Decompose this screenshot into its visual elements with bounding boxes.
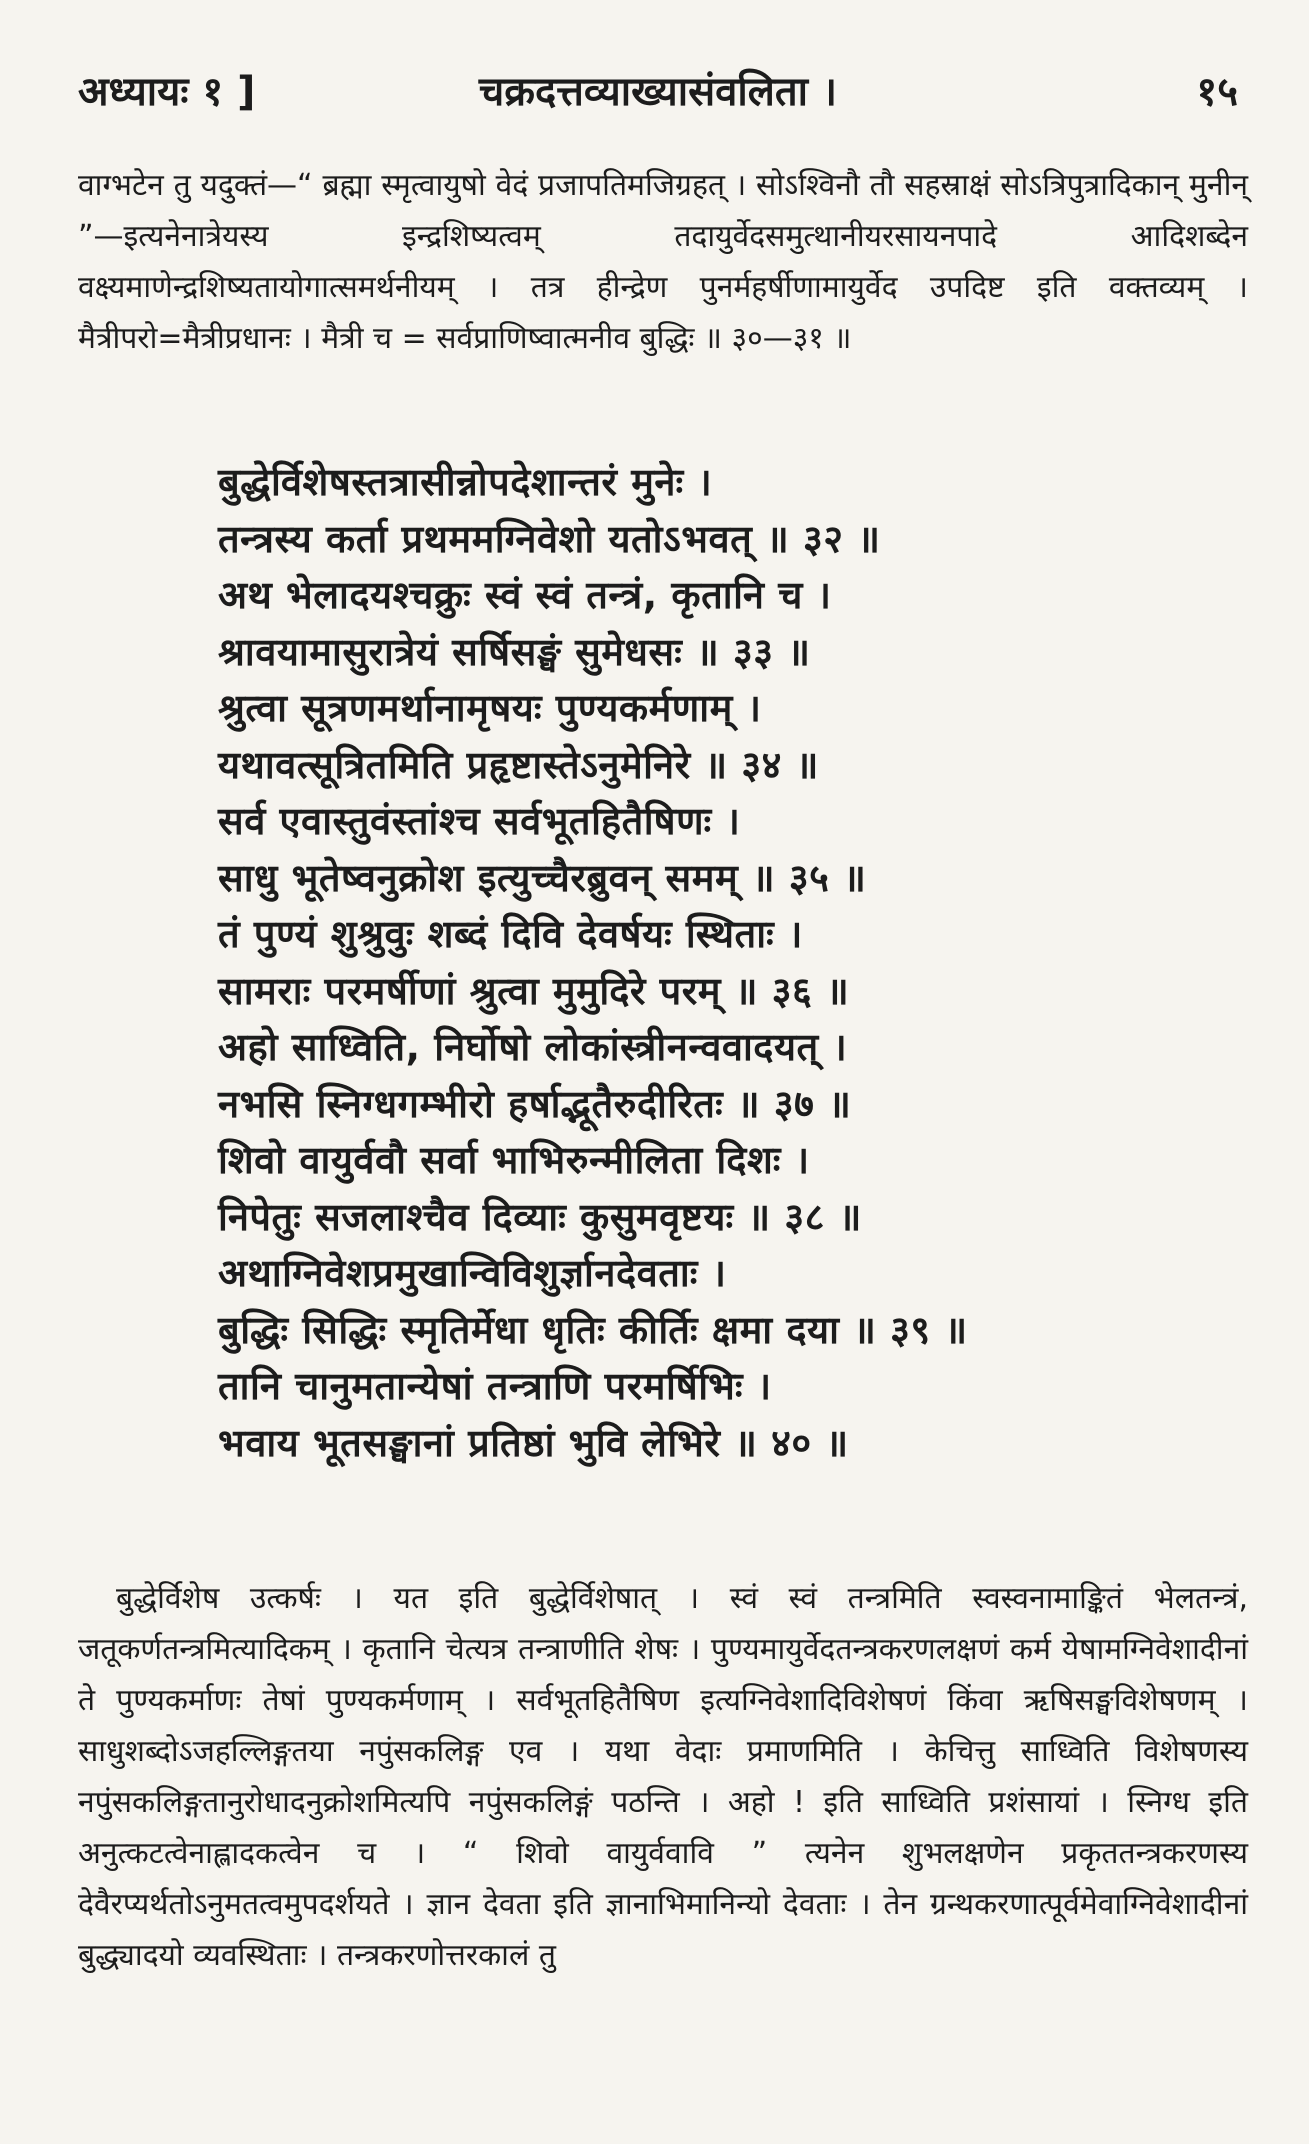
- verse-line: अथाग्निवेशप्रमुखान्विविशुर्ज्ञानदेवताः ।: [218, 1251, 727, 1295]
- verse-line: श्रावयामासुरात्रेयं सर्षिसङ्घं सुमेधसः ॥ ३३ ॥: [218, 629, 811, 674]
- verse-line: श्रुत्वा सूत्रणमर्थानामृषयः पुण्यकर्मणाम् ।: [218, 686, 762, 730]
- verse-line: बुद्धेर्विशेषस्तत्रासीन्नोपदेशान्तरं मुनेः ।: [218, 460, 713, 504]
- running-title: चक्रदत्तव्याख्यासंवलिता ।: [478, 69, 838, 115]
- page-number: १५: [1196, 69, 1238, 115]
- verse-line: सर्व एवास्तुवंस्तांश्च सर्वभूतहितैषिणः ।: [218, 799, 741, 843]
- verse-line: तं पुण्यं शुश्रुवुः शब्दं दिवि देवर्षयः स्थिताः ।: [218, 912, 803, 956]
- verse-block: [218, 454, 1258, 1471]
- commentary-bottom: बुद्धेर्विशेष उत्कर्षः । यत इति बुद्धेर्विशेषात् । स्वं स्वं तन्त्रमिति स्वस्वनामाङ्कितं भेलतन्त्रं, जतूकर्णतन्त्रमित्यादिकम् । कृतानि चेत्यत्र तन्त्राणीति शेषः । पुण्यमायुर्वेदतन्त्रकरणलक्षणं कर्म येषामग्निवेशादीनां ते पुण्यकर्माणः तेषां पुण्यकर्मणाम् । सर्वभूतहितैषिण इत्यग्निवेशादिविशेषणं किंवा ऋषिसङ्घविशेषणम् । साधुशब्दोऽजहल्लिङ्गतया नपुंसकलिङ्ग एव । यथा वेदाः प्रमाणमिति । केचित्तु साध्विति विशेषणस्य नपुंसकलिङ्गतानुरोधादनुक्रोशमित्यपि नपुंसकलिङ्गं पठन्ति । अहो ! इति साध्विति प्रशंसायां । स्निग्ध इति अनुत्कटत्वेनाह्लादकत्वेन च । “ शिवो वायुर्ववावि ” त्यनेन शुभलक्षणेन प्रकृततन्त्रकरणस्य देवैरप्यर्थतोऽनुमतत्वमुपदर्शयते । ज्ञान देवता इति ज्ञानाभिमानिन्यो देवताः । तेन ग्रन्थकरणात्पूर्वमेवाग्निवेशादीनां बुद्ध्यादयो व्यवस्थिताः । तन्त्रकरणोत्तरकालं तु: [78, 1581, 1248, 1973]
- verse-line: तानि चानुमतान्येषां तन्त्राणि परमर्षिभिः ।: [218, 1364, 772, 1408]
- verse-line: शिवो वायुर्ववौ सर्वा भाभिरुन्मीलिता दिशः ।: [218, 1138, 810, 1182]
- verse-line: बुद्धिः सिद्धिः स्मृतिर्मेधा धृतिः कीर्तिः क्षमा दया ॥ ३९ ॥: [218, 1307, 968, 1352]
- running-header: [78, 62, 1238, 122]
- commentary-top: वाग्भटेन तु यदुक्तं—“ ब्रह्मा स्मृत्वायुषो वेदं प्रजापतिमजिग्रहत् । सोऽश्विनौ तौ सहस्राक्षं सोऽत्रिपुत्रादिकान् मुनीन् ”—इत्यनेनात्रेयस्य इन्द्रशिष्यत्वम् तदायुर्वेदसमुत्थानीयरसायनपादे आदिशब्देन वक्ष्यमाणेन्द्रशिष्यतायोगात्समर्थनीयम् । तत्र हीन्द्रेण पुनर्महर्षीणामायुर्वेद उपदिष्ट इति वक्तव्यम् । मैत्रीपरो=मैत्रीप्रधानः । मैत्री च = सर्वप्राणिष्वात्मनीव बुद्धिः ॥ ३०—३१ ॥: [78, 168, 1248, 356]
- verse-line: भवाय भूतसङ्घानां प्रतिष्ठां भुवि लेभिरे ॥ ४० ॥: [218, 1420, 849, 1465]
- verse-line: अथ भेलादयश्चक्रुः स्वं स्वं तन्त्रं, कृतानि च ।: [218, 573, 832, 617]
- verse-line: सामराः परमर्षीणां श्रुत्वा मुमुदिरे परम् ॥ ३६ ॥: [218, 968, 850, 1013]
- verse-line: अहो साध्विति, निर्घोषो लोकांस्त्रीनन्ववादयत् ।: [218, 1025, 848, 1069]
- verse-line: नभसि स्निग्धगम्भीरो हर्षाद्भूतैरुदीरितः ॥ ३७ ॥: [218, 1081, 852, 1126]
- chapter-label: अध्यायः १ ]: [78, 69, 256, 115]
- verse-line: यथावत्सूत्रितमिति प्रहृष्टास्तेऽनुमेनिरे ॥ ३४ ॥: [218, 742, 819, 787]
- verse-line: तन्त्रस्य कर्ता प्रथममग्निवेशो यतोऽभवत् ॥ ३२ ॥: [218, 516, 881, 561]
- verse-line: निपेतुः सजलाश्चैव दिव्याः कुसुमवृष्टयः ॥ ३८ ॥: [218, 1194, 862, 1239]
- verse-line: साधु भूतेष्वनुक्रोश इत्युच्चैरब्रुवन् समम् ॥ ३५ ॥: [218, 855, 867, 900]
